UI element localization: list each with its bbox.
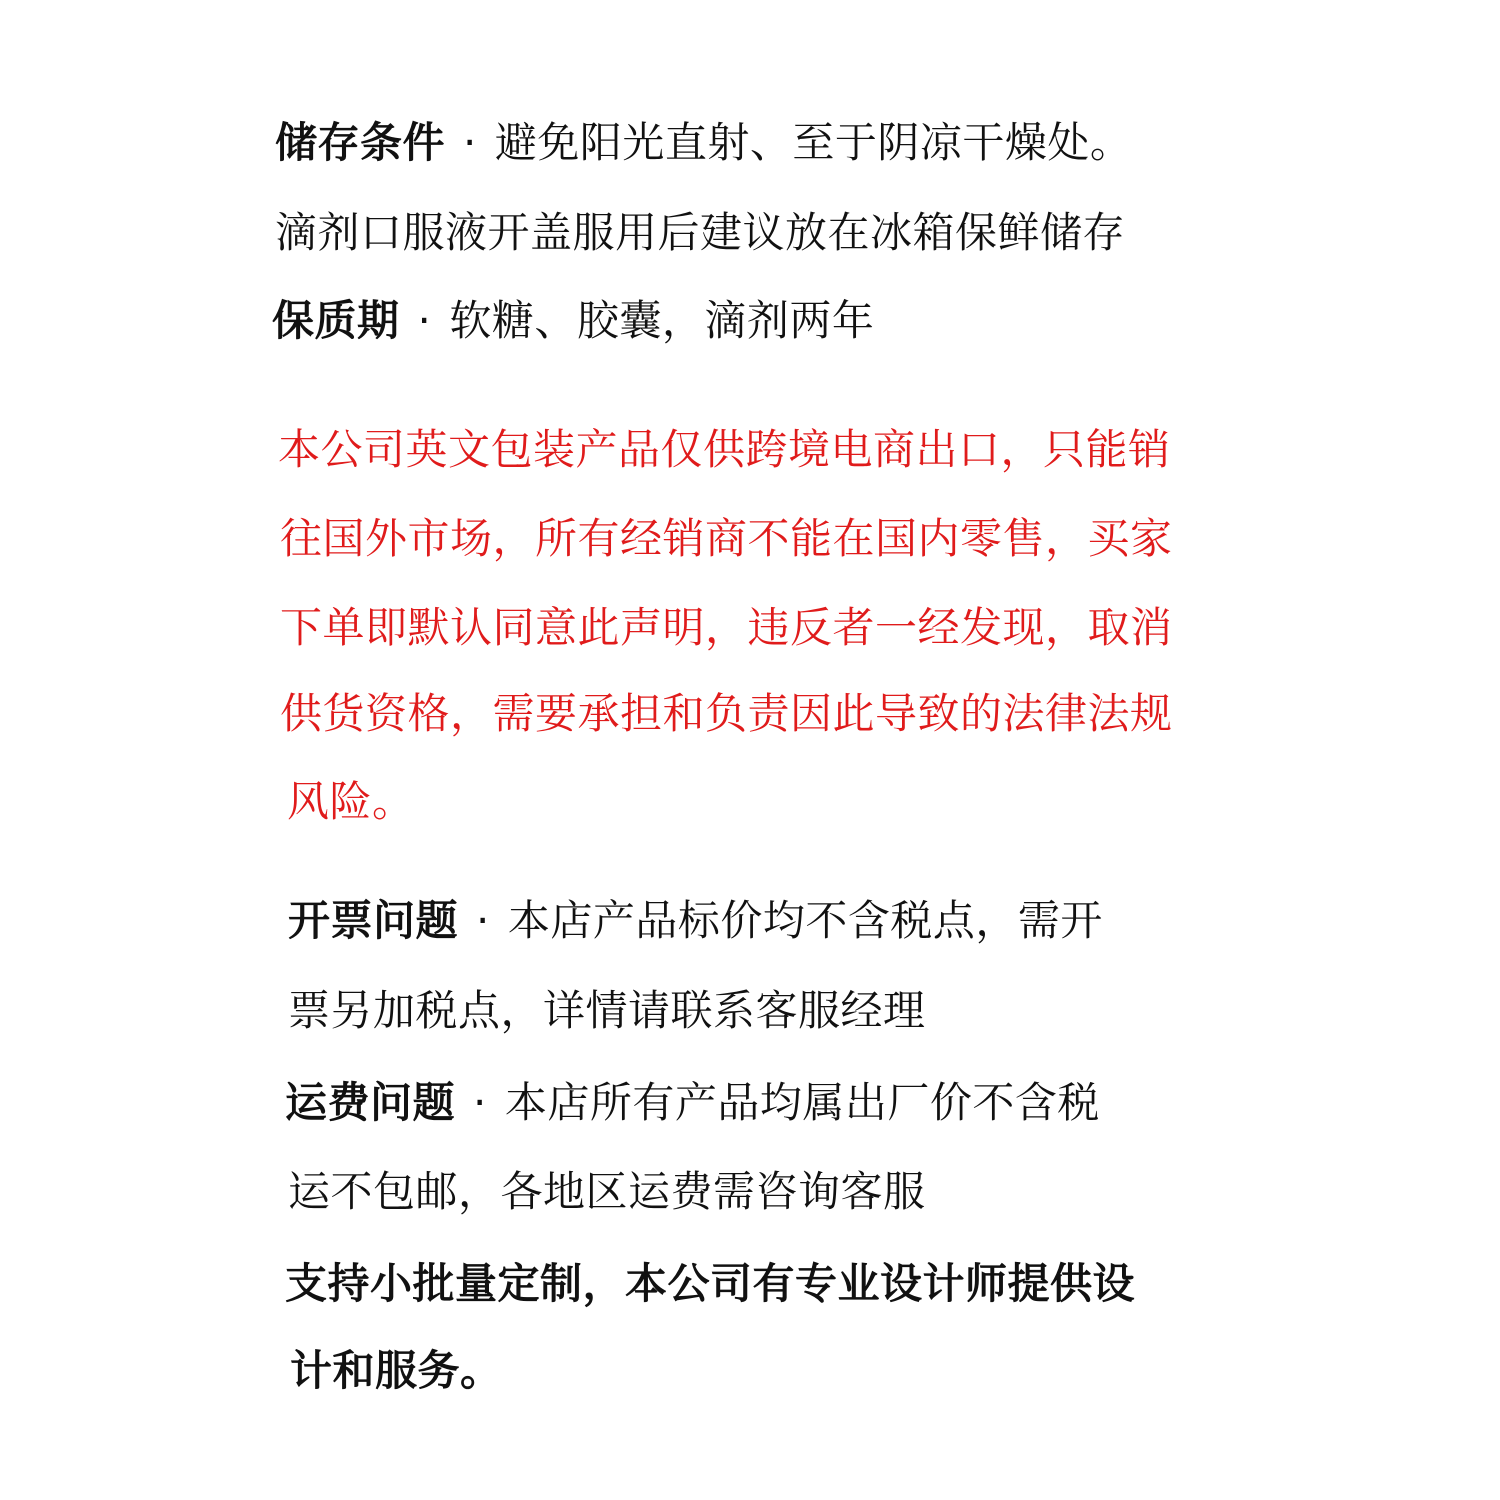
shipping-line [285,1078,1100,1127]
shelf-life-line [272,296,875,345]
notice-line-5: 风险。 [287,777,415,826]
shelf-life-text: 软糖、胶囊，滴剂两年 [449,296,875,345]
storage-separator: · [463,118,477,167]
shelf-life-label: 保质期 [272,296,400,345]
invoice-label: 开票问题 [288,896,459,945]
storage-line [275,118,1133,167]
notice-line-1: 本公司英文包装产品仅供跨境电商出口，只能销 [278,425,1171,474]
notice-line-3: 下单即默认同意此声明，违反者一经发现，取消 [280,603,1173,652]
invoice-text: 本店产品标价均不含税点，需开 [507,896,1103,945]
notice-line-4: 供货资格，需要承担和负责因此导致的法律法规 [280,689,1173,738]
shipping-label: 运费问题 [285,1078,456,1127]
invoice-separator: · [476,896,490,945]
shipping-text: 本店所有产品均属出厂价不含税 [504,1078,1100,1127]
custom-line-1: 支持小批量定制，本公司有专业设计师提供设 [285,1259,1136,1308]
storage-line-2: 滴剂口服液开盖服用后建议放在冰箱保鲜储存 [275,208,1126,257]
notice-line-2: 往国外市场，所有经销商不能在国内零售，买家 [280,514,1173,563]
invoice-line-2: 票另加税点，详情请联系客服经理 [288,986,926,1035]
shipping-separator: · [473,1078,487,1127]
shelf-life-separator: · [417,296,432,345]
custom-line-2: 计和服务。 [290,1346,503,1395]
storage-label: 储存条件 [275,118,446,167]
invoice-line [288,896,1103,945]
storage-text: 避免阳光直射、至于阴凉干燥处。 [494,118,1133,167]
shipping-line-2: 运不包邮，各地区运费需咨询客服 [288,1167,926,1216]
